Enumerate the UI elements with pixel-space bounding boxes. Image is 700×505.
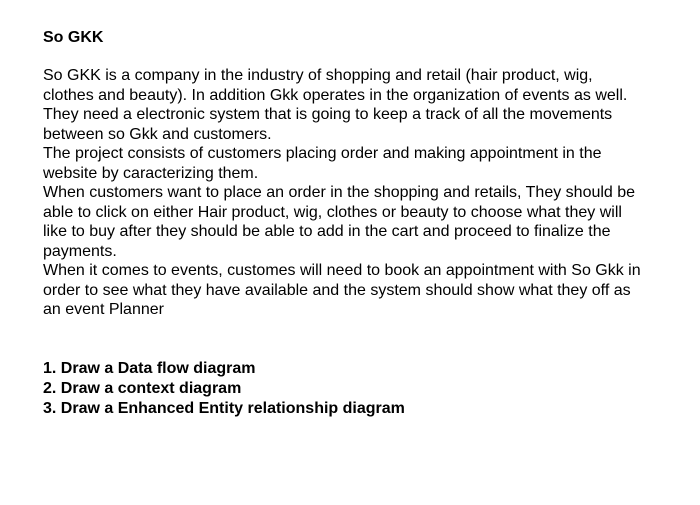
task-item-context-diagram: 2. Draw a context diagram (43, 380, 242, 397)
task-item-eer-diagram: 3. Draw a Enhanced Entity relationship diagram (43, 400, 405, 417)
project-paragraph: The project consists of customers placing order and making appointment in the website by caracterizing them. (43, 145, 602, 182)
events-paragraph: When it comes to events, customes will need to book an appointment with So Gkk in order to see what they have available and the system should show what they off as an event Planner (43, 262, 641, 318)
document-page (43, 28, 693, 417)
orders-paragraph: When customers want to place an order in the shopping and retails, They should be able to click on either Hair product, wig, clothes or beauty to choose what they will like to buy after they should be able to add in the cart and proceed to finalize the payments. (43, 184, 636, 260)
task-list (43, 359, 405, 419)
intro-paragraph: So GKK is a company in the industry of shopping and retail (hair product, wig, clothes and beauty). In addition Gkk operates in the organization of events as well. They need a electronic system that is going to keep a track of all the movements between so Gkk and customers. (43, 67, 628, 143)
task-item-data-flow-diagram: 1. Draw a Data flow diagram (43, 360, 256, 377)
document-title: So GKK (43, 29, 104, 46)
